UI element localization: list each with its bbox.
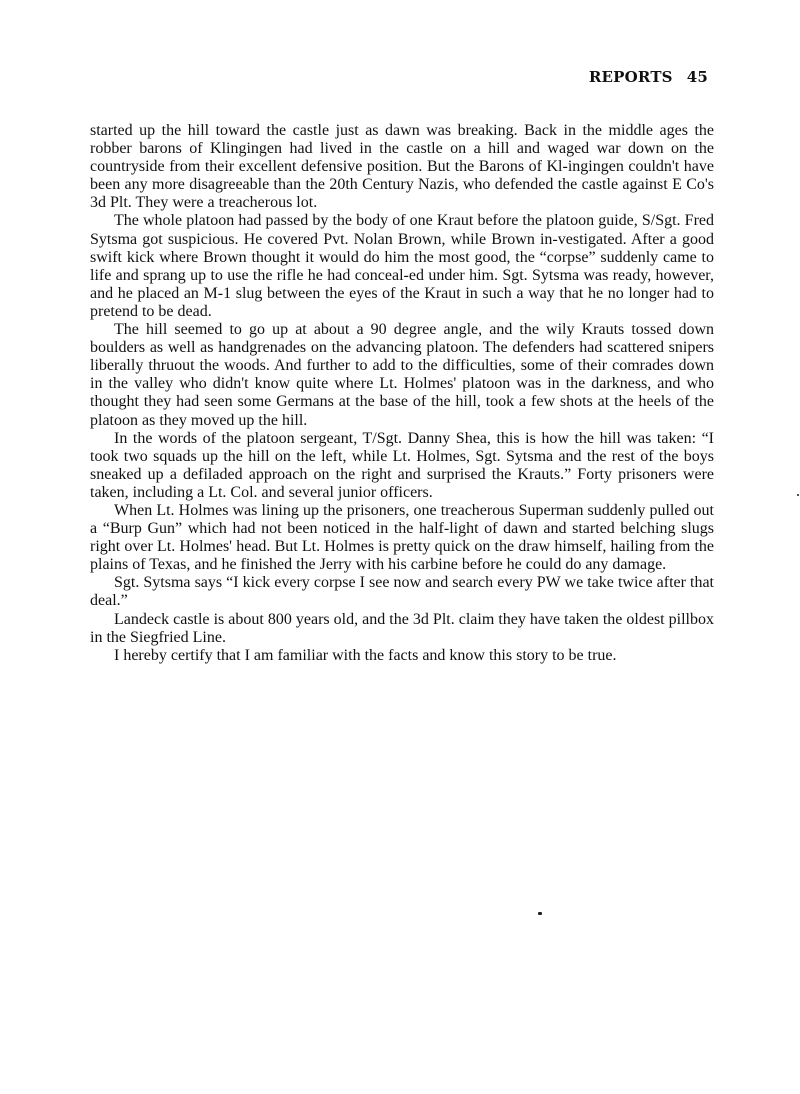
paragraph-continued: started up the hill toward the castle just as dawn was breaking. Back in the middle ages the robber barons of Klingingen had lived in the castle on a hill and waged war down on the countryside from their excellent defensive position. But the Barons of Kl-ingingen couldn't have been any more disagreeable than the 20th Century Nazis, who defended the castle against E Co's 3d Plt. They were a treacherous lot. [90, 122, 714, 212]
page-number: 45 [686, 68, 708, 86]
paragraph-sergeant-quote: In the words of the platoon sergeant, T/Sgt. Danny Shea, this is how the hill was taken: “I took two squads up the hill on the left, while Lt. Holmes, Sgt. Sytsma and the rest of the boys sneaked up a defiladed approach on the right and surprised the Krauts.” Forty prisoners were taken, including a Lt. Col. and several junior officers. [90, 429, 714, 501]
paragraph-sytsma-quote: Sgt. Sytsma says “I kick every corpse I see now and search every PW we take twice after that deal.” [90, 574, 714, 610]
running-head-title: REPORTS [588, 68, 673, 86]
scan-edge-mark [797, 494, 799, 496]
paragraph-landeck-castle: Landeck castle is about 800 years old, and the 3d Plt. claim they have taken the oldest pillbox in the Siegfried Line. [90, 610, 714, 646]
scan-speck [538, 912, 542, 915]
paragraph-hill: The hill seemed to go up at about a 90 degree angle, and the wily Krauts tossed down boulders as well as handgrenades on the advancing platoon. The defenders had scattered snipers liberally thruout the woods. And further to add to the difficulties, some of their comrades down in the valley who didn't know quite where Lt. Holmes' platoon was in the darkness, and who thought they had seen some Germans at the base of the hill, took a few shots at the heels of the platoon as they moved up the hill. [90, 321, 714, 429]
paragraph-corpse: The whole platoon had passed by the body of one Kraut before the platoon guide, S/Sgt. Fred Sytsma got suspicious. He covered Pvt. Nolan Brown, while Brown in-vestigated. After a good swift kick where Brown thought it would do him the most good, the “corpse” suddenly came to life and sprang up to use the rifle he had conceal-ed under him. Sgt. Sytsma was ready, however, and he placed an M-1 slug between the eyes of the Kraut in such a way that he no longer had to pretend to be dead. [90, 212, 714, 320]
body-text [90, 122, 714, 665]
paragraph-certification: I hereby certify that I am familiar with the facts and know this story to be true. [114, 646, 617, 664]
running-head [589, 68, 708, 86]
paragraph-burp-gun: When Lt. Holmes was lining up the prisoners, one treacherous Superman suddenly pulled out a “Burp Gun” which had not been noticed in the half-light of dawn and started belching slugs right over Lt. Holmes' head. But Lt. Holmes is pretty quick on the draw himself, hailing from the plains of Texas, and he finished the Jerry with his carbine before he could do any damage. [90, 501, 714, 574]
